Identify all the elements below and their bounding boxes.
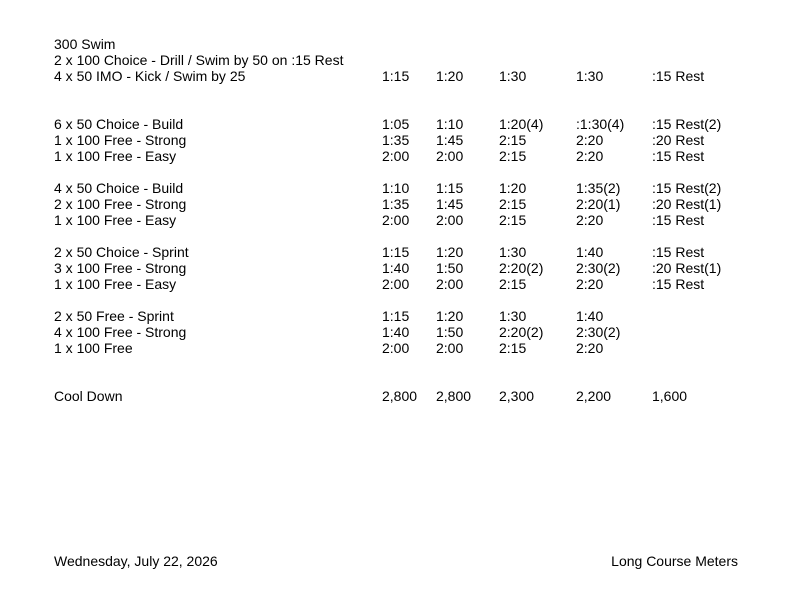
interval-4: 2:30(2) — [576, 324, 621, 340]
interval-1: 2,800 — [382, 388, 418, 404]
interval-5: 1,600 — [652, 388, 688, 404]
interval-2: 1:20 — [436, 308, 464, 324]
interval-4: 2:20 — [576, 276, 604, 292]
workout-row — [0, 212, 792, 228]
set-description: 1 x 100 Free - Easy — [54, 276, 177, 292]
interval-1: 1:35 — [382, 196, 410, 212]
workout-row — [0, 132, 792, 148]
interval-1: 1:15 — [382, 308, 410, 324]
workout-row — [0, 276, 792, 292]
interval-3: 2:15 — [499, 132, 527, 148]
set-description: 1 x 100 Free - Strong — [54, 132, 187, 148]
interval-5: :15 Rest — [652, 244, 705, 260]
footer-date: Wednesday, July 22, 2026 — [54, 553, 218, 569]
interval-3: 2:15 — [499, 148, 527, 164]
interval-2: 1:20 — [436, 244, 464, 260]
workout-row — [0, 340, 792, 356]
interval-3: 2:20(2) — [499, 260, 544, 276]
set-description: 300 Swim — [54, 36, 116, 52]
interval-3: 2:15 — [499, 276, 527, 292]
interval-4: 1:40 — [576, 244, 604, 260]
interval-5: :20 Rest(1) — [652, 196, 722, 212]
interval-2: 2,800 — [436, 388, 472, 404]
interval-5: :15 Rest(2) — [652, 116, 722, 132]
set-description: 1 x 100 Free — [54, 340, 133, 356]
set-description: 2 x 100 Choice - Drill / Swim by 50 on :15 Rest — [54, 52, 344, 68]
workout-row — [0, 244, 792, 260]
interval-1: 1:05 — [382, 116, 410, 132]
interval-3: 2,300 — [499, 388, 535, 404]
interval-3: 2:15 — [499, 340, 527, 356]
interval-5: :15 Rest(2) — [652, 180, 722, 196]
interval-2: 2:00 — [436, 212, 464, 228]
interval-3: 1:20(4) — [499, 116, 544, 132]
interval-4: 2:20 — [576, 132, 604, 148]
interval-4: 2,200 — [576, 388, 612, 404]
interval-1: 1:10 — [382, 180, 410, 196]
interval-3: 1:30 — [499, 308, 527, 324]
interval-3: 2:15 — [499, 212, 527, 228]
interval-1: 1:40 — [382, 324, 410, 340]
interval-5: :15 Rest — [652, 212, 705, 228]
workout-row — [0, 196, 792, 212]
interval-3: 1:30 — [499, 68, 527, 84]
set-description: 3 x 100 Free - Strong — [54, 260, 187, 276]
set-description: 4 x 50 Choice - Build — [54, 180, 184, 196]
interval-4: 2:20 — [576, 212, 604, 228]
interval-4: 1:35(2) — [576, 180, 621, 196]
interval-2: 1:50 — [436, 260, 464, 276]
workout-row — [0, 36, 792, 52]
set-description: 4 x 50 IMO - Kick / Swim by 25 — [54, 68, 246, 84]
set-description: 6 x 50 Choice - Build — [54, 116, 184, 132]
set-description: 2 x 50 Free - Sprint — [54, 308, 174, 324]
interval-2: 2:00 — [436, 276, 464, 292]
interval-1: 2:00 — [382, 148, 410, 164]
interval-2: 1:45 — [436, 196, 464, 212]
set-description: Cool Down — [54, 388, 123, 404]
interval-5: :15 Rest — [652, 276, 705, 292]
set-description: 1 x 100 Free - Easy — [54, 212, 177, 228]
set-description: 2 x 50 Choice - Sprint — [54, 244, 189, 260]
interval-2: 2:00 — [436, 340, 464, 356]
interval-4: 2:20 — [576, 148, 604, 164]
interval-2: 1:50 — [436, 324, 464, 340]
interval-4: 2:20(1) — [576, 196, 621, 212]
workout-row — [0, 180, 792, 196]
workout-row — [0, 148, 792, 164]
set-description: 4 x 100 Free - Strong — [54, 324, 187, 340]
interval-2: 1:20 — [436, 68, 464, 84]
set-description: 2 x 100 Free - Strong — [54, 196, 187, 212]
interval-2: 1:10 — [436, 116, 464, 132]
set-description: 1 x 100 Free - Easy — [54, 148, 177, 164]
footer-course: Long Course Meters — [611, 553, 738, 569]
workout-row — [0, 324, 792, 340]
interval-5: :20 Rest — [652, 132, 705, 148]
workout-row — [0, 68, 792, 84]
workout-row — [0, 260, 792, 276]
interval-2: 2:00 — [436, 148, 464, 164]
interval-1: 1:35 — [382, 132, 410, 148]
interval-1: 1:15 — [382, 244, 410, 260]
interval-5: :15 Rest — [652, 148, 705, 164]
workout-row — [0, 308, 792, 324]
interval-4: 2:30(2) — [576, 260, 621, 276]
interval-1: 1:15 — [382, 68, 410, 84]
interval-4: 2:20 — [576, 340, 604, 356]
interval-1: 1:40 — [382, 260, 410, 276]
interval-5: :15 Rest — [652, 68, 705, 84]
interval-5: :20 Rest(1) — [652, 260, 722, 276]
interval-3: 2:20(2) — [499, 324, 544, 340]
interval-1: 2:00 — [382, 276, 410, 292]
interval-1: 2:00 — [382, 340, 410, 356]
interval-4: 1:30 — [576, 68, 604, 84]
interval-3: 2:15 — [499, 196, 527, 212]
interval-4: 1:40 — [576, 308, 604, 324]
workout-row — [0, 388, 792, 404]
interval-3: 1:20 — [499, 180, 527, 196]
interval-1: 2:00 — [382, 212, 410, 228]
interval-2: 1:15 — [436, 180, 464, 196]
workout-row — [0, 116, 792, 132]
workout-row — [0, 52, 792, 68]
interval-2: 1:45 — [436, 132, 464, 148]
interval-4: :1:30(4) — [576, 116, 625, 132]
interval-3: 1:30 — [499, 244, 527, 260]
